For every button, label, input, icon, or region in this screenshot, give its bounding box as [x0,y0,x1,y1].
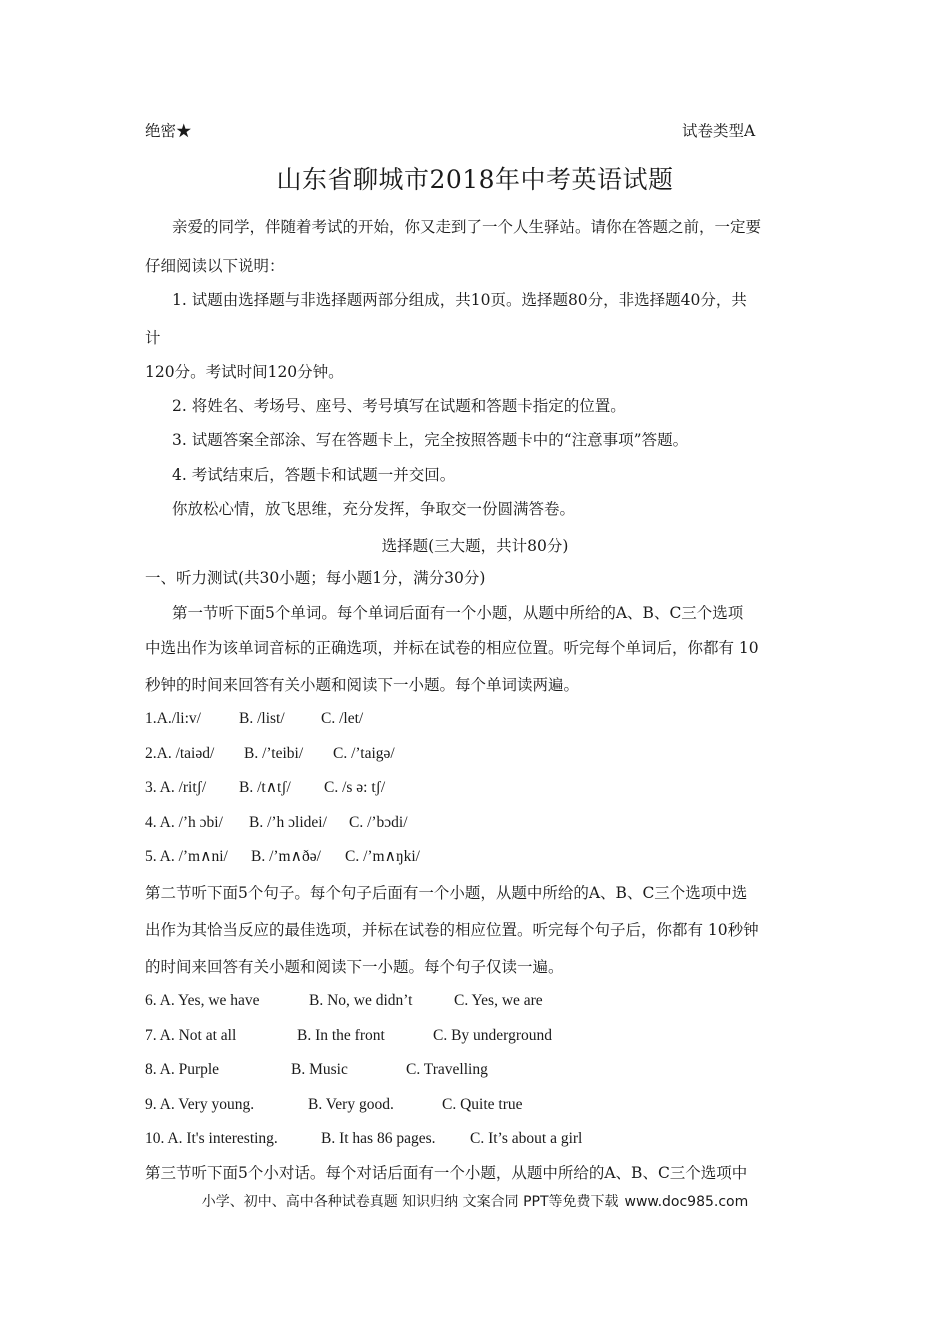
question-1-option-c: C. /let/ [321,710,364,727]
intro-paragraph-line-2: 仔细阅读以下说明： [145,257,285,275]
question-10 [145,1128,582,1149]
section-3-instructions-line-1: 第三节听下面5个小对话。每个对话后面有一个小题，从题中所给的A、B、C三个选项中 [145,1164,748,1182]
question-6 [145,990,543,1011]
rule-1-line-2: 计 [145,329,161,347]
question-3-option-c: C. /s ə: tʃ/ [324,779,386,796]
page-title: 山东省聊城市2018年中考英语试题 [276,165,674,194]
paper-type-label: 试卷类型A [682,122,756,140]
question-9 [145,1094,523,1115]
question-2-option-b: B. /’teibi/ [244,745,304,762]
question-8-option-b: B. Music [291,1061,348,1078]
question-6-option-a: 6. A. Yes, we have [145,992,260,1009]
section-2-instructions-line-1: 第二节听下面5个句子。每个句子后面有一个小题，从题中所给的A、B、C三个选项中选 [145,884,748,902]
footer-text: 小学、初中、高中各种试卷真题 知识归纳 文案合同 PPT等免费下载 [201,1194,619,1210]
section-2-instructions-line-2: 出作为其恰当反应的最佳选项，并标在试卷的相应位置。听完每个句子后，你都有 10秒钟 [145,921,759,939]
question-4-option-b: B. /’h ɔlidei/ [249,814,327,831]
question-8-option-a: 8. A. Purple [145,1061,220,1078]
footer-banner [0,1191,950,1211]
question-9-option-c: C. Quite true [442,1096,523,1113]
question-5-option-a: 5. A. /’m∧ni/ [145,848,228,865]
rule-1-line-3: 120分。考试时间120分钟。 [145,363,344,381]
question-10-option-b: B. It has 86 pages. [321,1130,436,1147]
question-2 [145,743,395,764]
question-7 [145,1025,552,1046]
question-7-option-c: C. By underground [433,1027,552,1044]
question-4-option-c: C. /’bɔdi/ [349,814,408,831]
question-6-option-c: C. Yes, we are [454,992,543,1009]
question-3-option-b: B. /t∧tʃ/ [239,779,291,796]
question-8 [145,1059,488,1080]
question-5-option-b: B. /’m∧ðə/ [251,848,321,865]
question-7-option-b: B. In the front [297,1027,385,1044]
question-4-option-a: 4. A. /’h ɔbi/ [145,814,223,831]
question-5 [145,846,420,867]
footer-url[interactable]: www.doc985.com [624,1194,749,1210]
section-1-instructions-line-2: 中选出作为该单词音标的正确选项，并标在试卷的相应位置。听完每个单词后，你都有 10 [145,639,759,657]
section-2-instructions-line-3: 的时间来回答有关小题和阅读下一小题。每个句子仅读一遍。 [145,958,564,976]
question-2-option-c: C. /’taigə/ [333,745,395,762]
section-title: 选择题(三大题，共计80分) [381,537,569,555]
question-8-option-c: C. Travelling [406,1061,488,1078]
intro-closing: 你放松心情，放飞思维，充分发挥，争取交一份圆满答卷。 [172,500,576,518]
section-1-instructions-line-3: 秒钟的时间来回答有关小题和阅读下一小题。每个单词读两遍。 [145,676,580,694]
question-3 [145,777,385,798]
question-5-option-c: C. /’m∧ŋki/ [345,848,420,865]
rule-3: 3. 试题答案全部涂、写在答题卡上，完全按照答题卡中的“注意事项”答题。 [172,431,689,449]
question-2-option-a: 2.A. /taiəd/ [145,745,215,762]
question-9-option-a: 9. A. Very young. [145,1096,255,1113]
confidential-label: 绝密★ [145,122,192,140]
question-7-option-a: 7. A. Not at all [145,1027,237,1044]
section-1-instructions-line-1: 第一节听下面5个单词。每个单词后面有一个小题，从题中所给的A、B、C三个选项 [172,604,744,622]
question-1 [145,708,363,729]
question-6-option-b: B. No, we didn’t [309,992,413,1009]
question-1-option-b: B. /list/ [239,710,285,727]
intro-paragraph-line-1: 亲爱的同学，伴随着考试的开始，你又走到了一个人生驿站。请你在答题之前，一定要 [172,218,762,236]
question-10-option-c: C. It’s about a girl [470,1130,583,1147]
part-1-heading: 一、听力测试(共30小题；每小题1分，满分30分) [145,569,486,587]
question-10-option-a: 10. A. It's interesting. [145,1130,278,1147]
rule-4: 4. 考试结束后，答题卡和试题一并交回。 [172,466,456,484]
question-9-option-b: B. Very good. [308,1096,394,1113]
rule-1-line-1: 1. 试题由选择题与非选择题两部分组成，共10页。选择题80分，非选择题40分，共 [172,291,747,309]
question-3-option-a: 3. A. /ritʃ/ [145,779,207,796]
rule-2: 2. 将姓名、考场号、座号、考号填写在试题和答题卡指定的位置。 [172,397,626,415]
question-4 [145,812,408,833]
question-1-option-a: 1.A./li:v/ [145,710,201,727]
